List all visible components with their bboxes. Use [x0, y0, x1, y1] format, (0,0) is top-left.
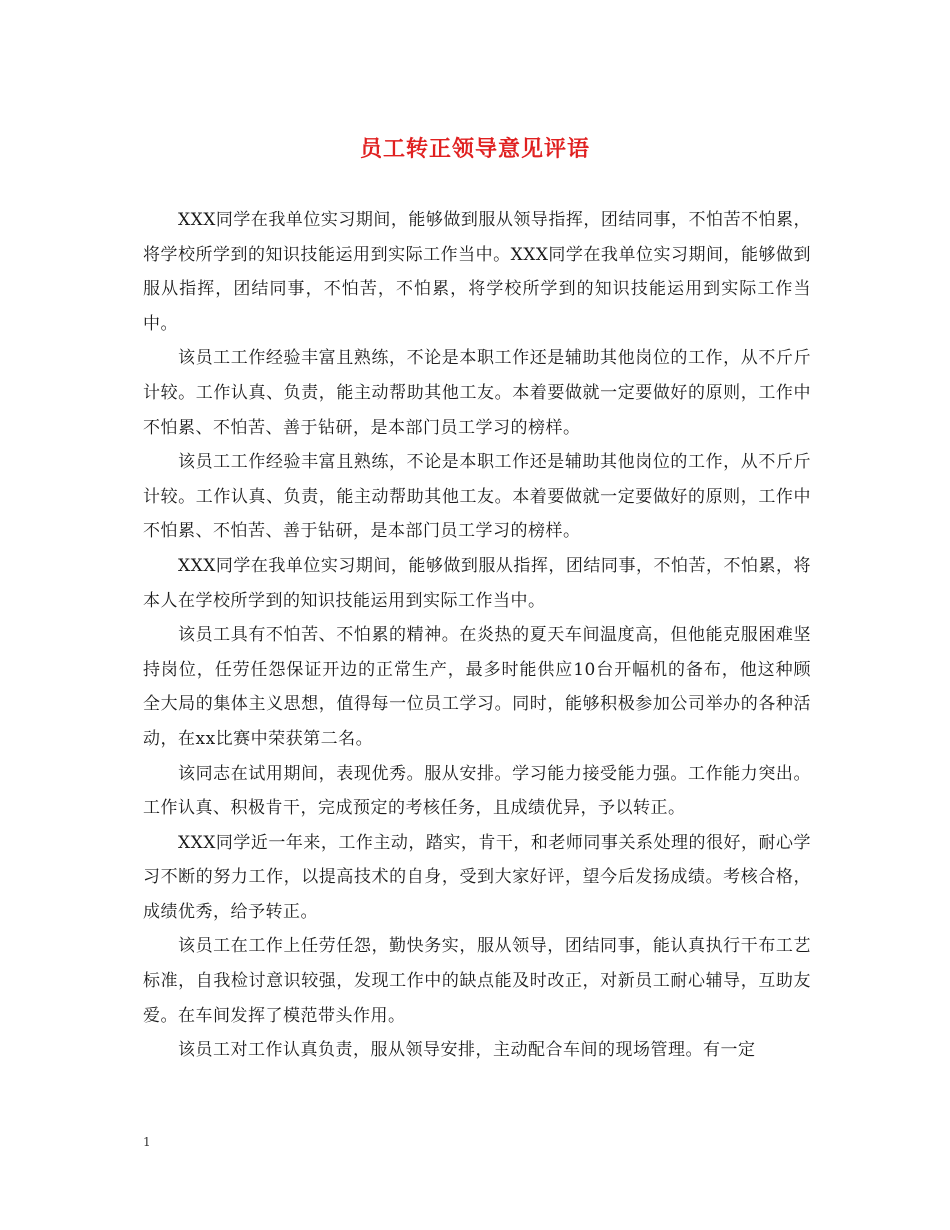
paragraph: XXX同学在我单位实习期间，能够做到服从指挥，团结同事，不怕苦，不怕累，将本人在学校所学到的知识技能运用到实际工作当中。: [143, 555, 811, 611]
document-title: 员工转正领导意见评语: [359, 136, 590, 162]
document-body: [143, 203, 811, 1068]
paragraph: XXX同学在我单位实习期间，能够做到服从领导指挥，团结同事，不怕苦不怕累，将学校所学到的知识技能运用到实际工作当中。XXX同学在我单位实习期间，能够做到服从指挥，团结同事，不怕苦，不怕累，将学校所学到的知识技能运用到实际工作当中。: [143, 210, 811, 334]
paragraph: XXX同学近一年来，工作主动，踏实，肯干，和老师同事关系处理的很好，耐心学习不断的努力工作，以提高技术的自身，受到大家好评，望今后发扬成绩。考核合格，成绩优秀，给予转正。: [143, 832, 811, 922]
paragraph: 该员工工作经验丰富且熟练，不论是本职工作还是辅助其他岗位的工作，从不斤斤计较。工作认真、负责，能主动帮助其他工友。本着要做就一定要做好的原则，工作中不怕累、不怕苦、善于钻研，是本部门员工学习的榜样。: [143, 452, 811, 542]
paragraph: 该员工工作经验丰富且熟练，不论是本职工作还是辅助其他岗位的工作，从不斤斤计较。工作认真、负责，能主动帮助其他工友。本着要做就一定要做好的原则，工作中不怕累、不怕苦、善于钻研，是本部门员工学习的榜样。: [143, 348, 811, 438]
paragraph: 该员工具有不怕苦、不怕累的精神。在炎热的夏天车间温度高，但他能克服困难坚持岗位，任劳任怨保证开边的正常生产，最多时能供应10台开幅机的备布，他这种顾全大局的集体主义思想，值得每一位员工学习。同时，能够积极参加公司举办的各种活动，在xx比赛中荣获第二名。: [143, 625, 811, 749]
paragraph: 该同志在试用期间，表现优秀。服从安排。学习能力接受能力强。工作能力突出。工作认真、积极肯干，完成预定的考核任务，且成绩优异，予以转正。: [143, 763, 811, 819]
paragraph: 该员工对工作认真负责，服从领导安排，主动配合车间的现场管理。有一定: [178, 1040, 756, 1061]
paragraph: 该员工在工作上任劳任怨，勤快务实，服从领导，团结同事，能认真执行干布工艺标准，自我检讨意识较强，发现工作中的缺点能及时改正，对新员工耐心辅导，互助友爱。在车间发挥了模范带头作用。: [143, 936, 811, 1026]
page-number: 1: [143, 1135, 151, 1149]
